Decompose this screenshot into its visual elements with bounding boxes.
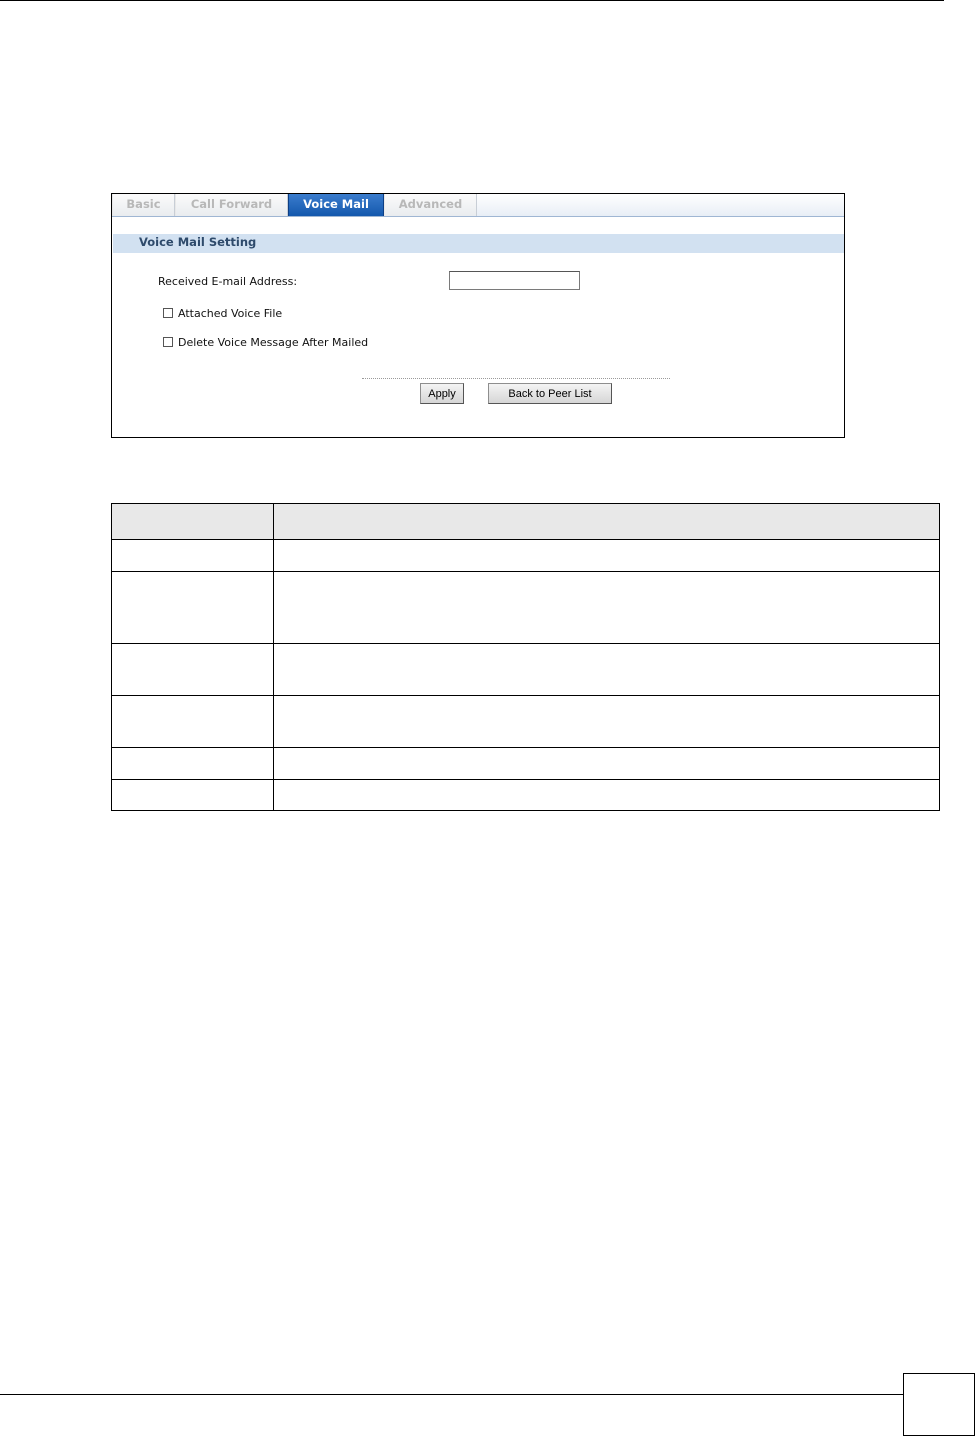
attached-voice-file-checkbox[interactable]: [163, 308, 173, 318]
back-to-peer-list-button[interactable]: Back to Peer List: [488, 383, 612, 404]
table-row: [112, 780, 940, 811]
table-cell: [274, 572, 940, 644]
tab-basic[interactable]: Basic: [112, 194, 175, 216]
tab-bar: [112, 194, 844, 217]
attached-voice-file-label: Attached Voice File: [178, 307, 283, 320]
attached-voice-file-row[interactable]: [163, 307, 282, 320]
section-header: [113, 234, 844, 253]
table-cell: [274, 696, 940, 748]
table-cell: [112, 644, 274, 696]
footer-rule: [0, 1394, 903, 1395]
table-row: [112, 572, 940, 644]
tab-call-forward[interactable]: Call Forward: [175, 194, 288, 216]
table-cell: [274, 748, 940, 780]
table-row: [112, 696, 940, 748]
tab-advanced[interactable]: Advanced: [384, 194, 477, 216]
description-table: [111, 503, 940, 811]
table-cell: [274, 644, 940, 696]
table-row: [112, 644, 940, 696]
button-divider: [362, 378, 670, 379]
page-number-box: [903, 1373, 975, 1436]
table-cell: [112, 572, 274, 644]
table-cell: [112, 780, 274, 811]
table-cell: [274, 540, 940, 572]
header-rule: [0, 0, 944, 1]
delete-after-mailed-label: Delete Voice Message After Mailed: [178, 336, 369, 349]
table-cell: [112, 540, 274, 572]
email-input[interactable]: [449, 271, 580, 290]
table-cell: [112, 748, 274, 780]
tab-voice-mail[interactable]: Voice Mail: [288, 194, 384, 216]
table-header-cell: [112, 504, 274, 540]
table-cell: [274, 780, 940, 811]
table-header-row: [112, 504, 940, 540]
voice-mail-screen: [111, 193, 845, 438]
delete-after-mailed-row[interactable]: [163, 336, 368, 349]
table-cell: [112, 696, 274, 748]
table-row: [112, 748, 940, 780]
apply-button[interactable]: Apply: [420, 383, 464, 404]
email-label: Received E-mail Address:: [158, 275, 298, 288]
table-row: [112, 540, 940, 572]
table-header-cell: [274, 504, 940, 540]
delete-after-mailed-checkbox[interactable]: [163, 337, 173, 347]
section-title: Voice Mail Setting: [139, 235, 257, 249]
